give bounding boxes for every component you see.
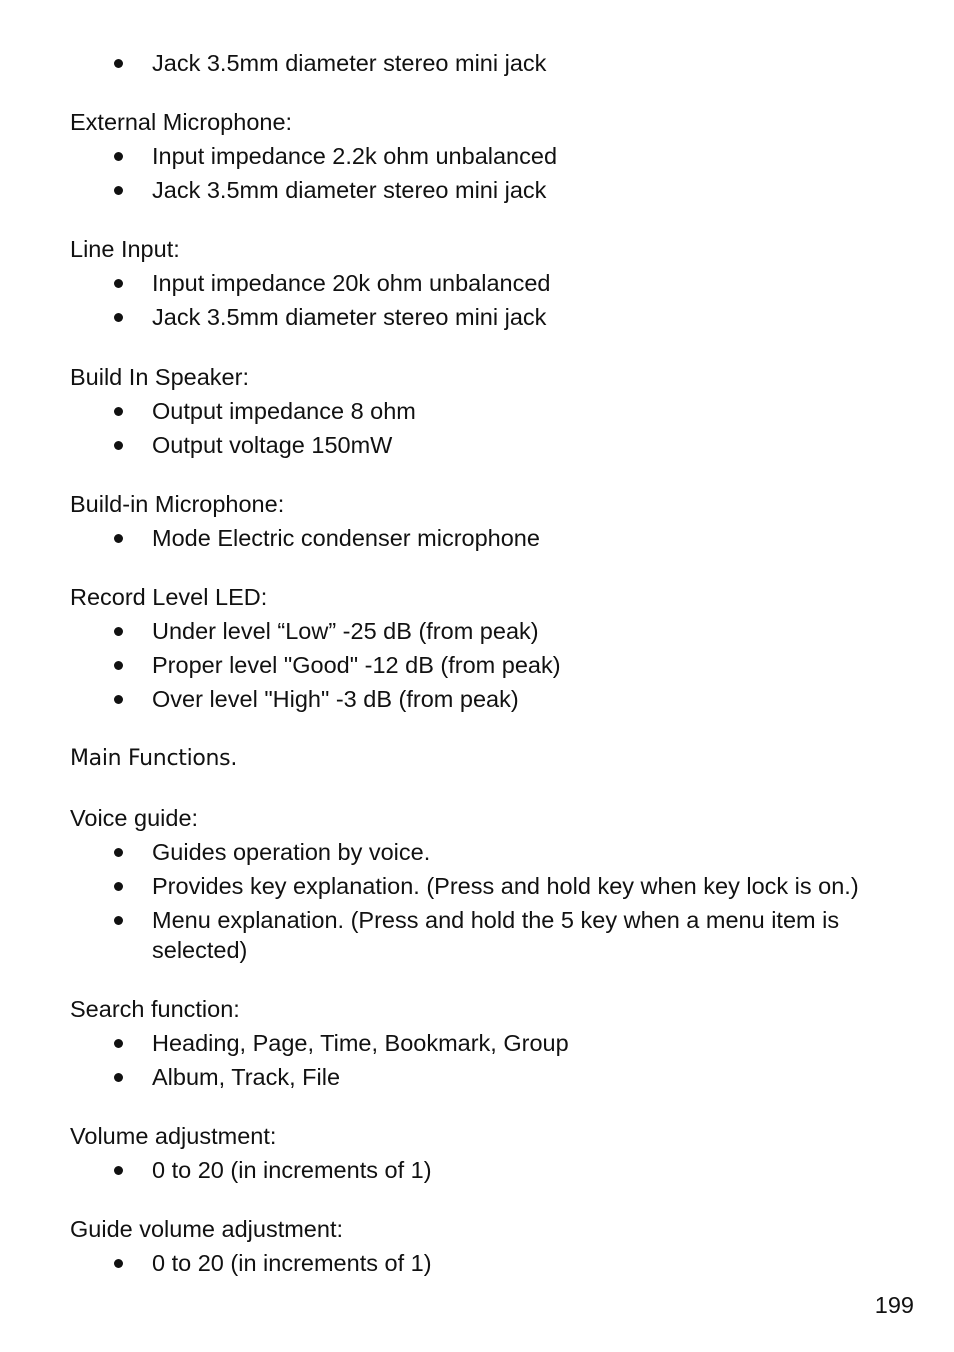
bullet-icon — [114, 882, 123, 891]
list-item — [70, 175, 920, 205]
list-item-text: Proper level "Good" -12 dB (from peak) — [152, 652, 561, 678]
bullet-icon — [114, 916, 123, 925]
bullet-icon — [114, 695, 123, 704]
list-item-text: Jack 3.5mm diameter stereo mini jack — [152, 304, 547, 330]
list-item — [70, 268, 920, 298]
bullet-icon — [114, 1039, 123, 1048]
main-functions-heading: Main Functions. — [70, 746, 238, 771]
list-item-text: Album, Track, File — [152, 1064, 341, 1090]
section-heading: Record Level LED: — [70, 584, 268, 610]
section-heading: Guide volume adjustment: — [70, 1216, 344, 1242]
section-continued — [70, 48, 920, 82]
list-item — [70, 837, 920, 867]
list-item — [70, 1062, 920, 1092]
list-item — [70, 616, 920, 646]
section-heading: Line Input: — [70, 236, 180, 262]
section-heading: Build-in Microphone: — [70, 491, 285, 517]
section-heading: Voice guide: — [70, 805, 199, 831]
bullet-list — [70, 1248, 920, 1278]
bullet-icon — [114, 1166, 123, 1175]
section-voice-guide — [70, 803, 920, 969]
section-heading: Search function: — [70, 996, 240, 1022]
list-item — [70, 871, 920, 901]
section-line-input — [70, 234, 920, 336]
bullet-icon — [114, 152, 123, 161]
list-item — [70, 430, 920, 460]
section-guide-volume-adjustment — [70, 1214, 920, 1282]
bullet-icon — [114, 627, 123, 636]
section-main-functions — [70, 744, 920, 778]
section-search-function — [70, 994, 920, 1096]
section-build-in-microphone — [70, 489, 920, 557]
list-item-text: Input impedance 2.2k ohm unbalanced — [152, 143, 558, 169]
list-item-text: Provides key explanation. (Press and hold key when key lock is on.) — [152, 873, 859, 899]
section-external-microphone — [70, 107, 920, 209]
list-item — [70, 1155, 920, 1185]
page-number: 199 — [874, 1292, 914, 1318]
bullet-list — [70, 1155, 920, 1185]
bullet-icon — [114, 279, 123, 288]
bullet-icon — [114, 1073, 123, 1082]
bullet-icon — [114, 313, 123, 322]
list-item-text: Output impedance 8 ohm — [152, 398, 416, 424]
section-heading: External Microphone: — [70, 109, 293, 135]
bullet-list — [70, 268, 920, 332]
bullet-icon — [114, 407, 123, 416]
section-build-in-speaker — [70, 362, 920, 464]
section-heading: Volume adjustment: — [70, 1123, 277, 1149]
list-item-text: Output voltage 150mW — [152, 432, 393, 458]
section-volume-adjustment — [70, 1121, 920, 1189]
list-item-text: Guides operation by voice. — [152, 839, 431, 865]
bullet-list — [70, 523, 920, 553]
list-item-text: Jack 3.5mm diameter stereo mini jack — [152, 50, 547, 76]
list-item — [70, 1028, 920, 1058]
section-heading: Build In Speaker: — [70, 364, 249, 390]
bullet-icon — [114, 1259, 123, 1268]
bullet-list — [70, 616, 920, 714]
list-item — [70, 523, 920, 553]
bullet-icon — [114, 534, 123, 543]
bullet-icon — [114, 186, 123, 195]
list-item-text: Under level “Low” -25 dB (from peak) — [152, 618, 539, 644]
section-record-level-led — [70, 582, 920, 718]
bullet-icon — [114, 848, 123, 857]
bullet-list — [70, 396, 920, 460]
list-item-text: Over level "High" -3 dB (from peak) — [152, 686, 519, 712]
list-item-text: Menu explanation. (Press and hold the 5 key when a menu item is selected) — [152, 907, 840, 963]
list-item-text: Jack 3.5mm diameter stereo mini jack — [152, 177, 547, 203]
list-item — [70, 48, 920, 78]
bullet-list — [70, 48, 920, 78]
bullet-list — [70, 141, 920, 205]
bullet-icon — [114, 59, 123, 68]
bullet-icon — [114, 441, 123, 450]
list-item — [70, 650, 920, 680]
list-item-text: Heading, Page, Time, Bookmark, Group — [152, 1030, 569, 1056]
bullet-icon — [114, 661, 123, 670]
list-item — [70, 396, 920, 426]
bullet-list — [70, 837, 920, 965]
list-item-text: Input impedance 20k ohm unbalanced — [152, 270, 551, 296]
list-item-text: 0 to 20 (in increments of 1) — [152, 1250, 432, 1276]
list-item — [70, 905, 920, 965]
list-item — [70, 141, 920, 171]
bullet-list — [70, 1028, 920, 1092]
list-item — [70, 1248, 920, 1278]
list-item — [70, 302, 920, 332]
list-item-text: Mode Electric condenser microphone — [152, 525, 540, 551]
list-item — [70, 684, 920, 714]
list-item-text: 0 to 20 (in increments of 1) — [152, 1157, 432, 1183]
